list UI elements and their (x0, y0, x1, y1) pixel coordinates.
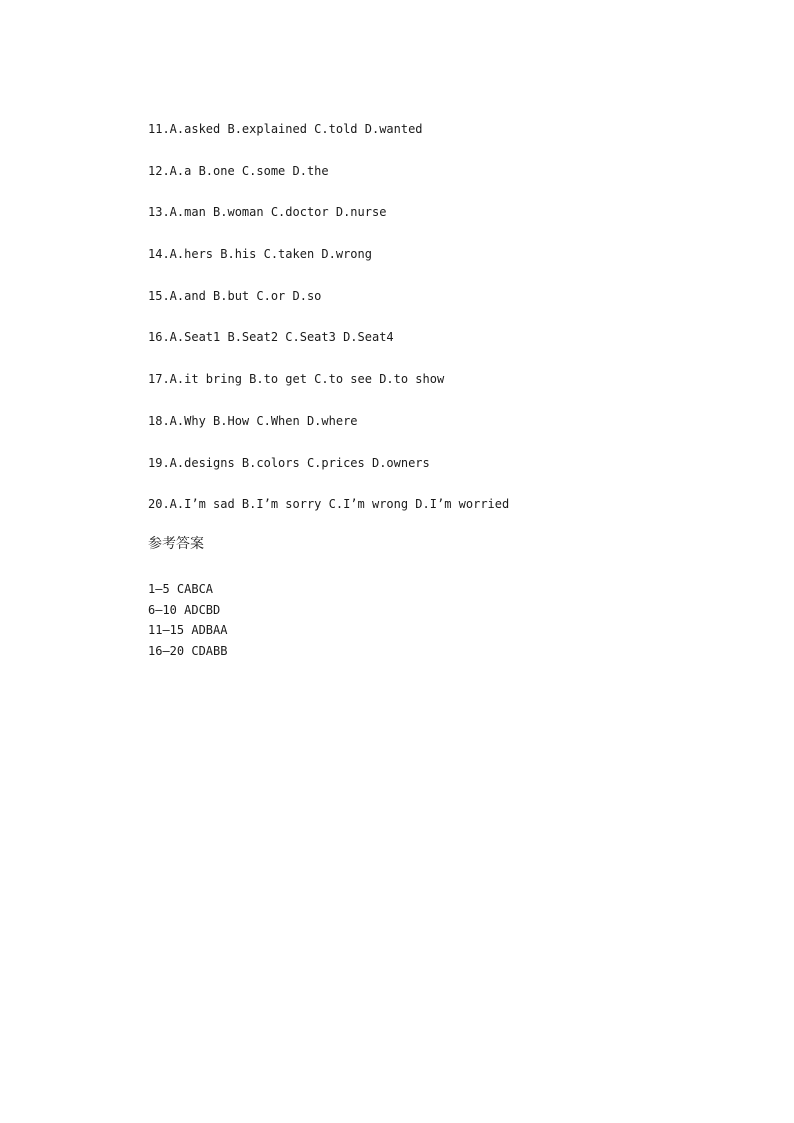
question-19: 19.A.designs B.colors C.prices D.owners (148, 455, 430, 470)
question-12: 12.A.a B.one C.some D.the (148, 163, 329, 178)
answer-line-1-5: 1—5 CABCA (148, 582, 214, 596)
answer-key (148, 579, 548, 662)
answer-line-6-10: 6—10 ADCBD (148, 602, 221, 617)
question-16: 16.A.Seat1 B.Seat2 C.Seat3 D.Seat4 (148, 330, 394, 345)
question-20: 20.A.I’m sad B.I’m sorry C.I’m wrong D.I’m worried (148, 497, 510, 512)
question-18: 18.A.Why B.How C.When D.where (148, 413, 358, 428)
answers-heading: 参考答案 (148, 536, 204, 552)
question-17: 17.A.it bring B.to get C.to see D.to show (148, 372, 445, 387)
question-13: 13.A.man B.woman C.doctor D.nurse (148, 205, 387, 220)
question-11: 11.A.asked B.explained C.told D.wanted (148, 122, 423, 136)
answer-line-11-15: 11—15 ADBAA (148, 623, 228, 638)
question-15: 15.A.and B.but C.or D.so (148, 288, 322, 303)
question-14: 14.A.hers B.his C.taken D.wrong (148, 247, 372, 262)
answer-line-16-20: 16—20 CDABB (148, 644, 228, 659)
question-list (148, 120, 748, 537)
